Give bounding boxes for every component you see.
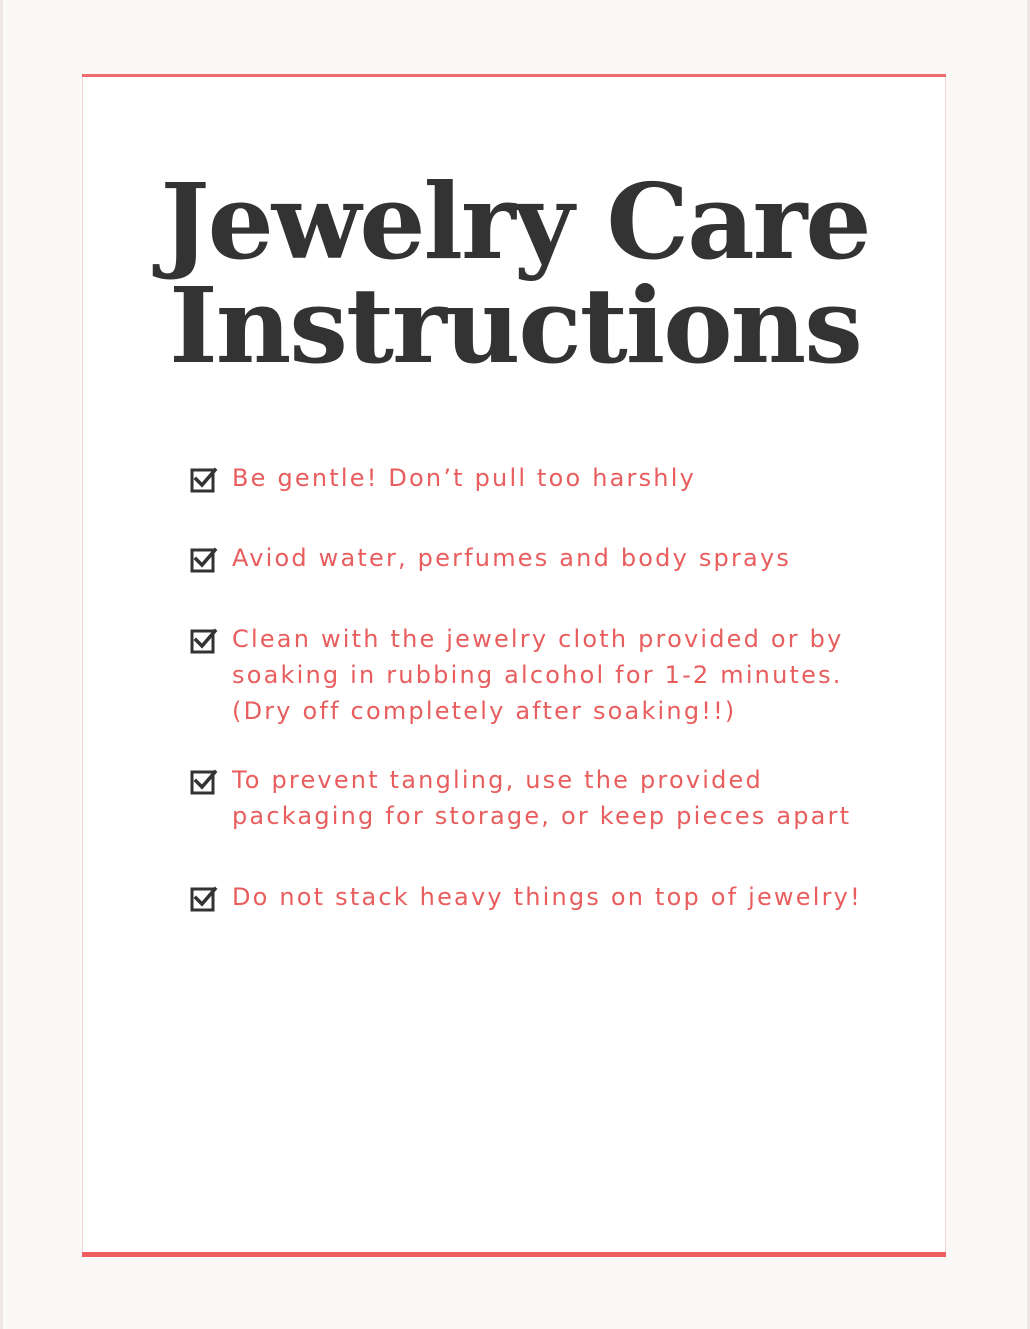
checked-box-icon	[190, 885, 218, 913]
checked-box-icon	[190, 768, 218, 796]
list-item	[190, 460, 696, 496]
list-item	[190, 621, 844, 729]
checked-box-icon	[190, 546, 218, 574]
instruction-text: Be gentle! Don’t pull too harshly	[232, 464, 696, 492]
page-edge-left	[0, 0, 3, 1329]
title-line-1: Jewelry Care	[160, 160, 870, 283]
instruction-text: Do not stack heavy things on top of jewelry!	[232, 883, 862, 911]
checked-box-icon	[190, 466, 218, 494]
checked-box-icon	[190, 627, 218, 655]
bottom-divider	[82, 1252, 946, 1257]
list-item	[190, 540, 791, 576]
title-line-2: Instructions	[169, 264, 861, 387]
list-item	[190, 762, 851, 834]
list-item	[190, 879, 862, 915]
instruction-text: To prevent tangling, use the provided packaging for storage, or keep pieces apart	[232, 766, 852, 830]
instruction-text: Clean with the jewelry cloth provided or by soaking in rubbing alcohol for 1-2 minutes. (Dry off completely after soaking!!)	[232, 625, 844, 725]
instruction-text: Aviod water, perfumes and body sprays	[232, 544, 792, 572]
page-title	[100, 160, 930, 387]
top-divider	[82, 74, 946, 77]
